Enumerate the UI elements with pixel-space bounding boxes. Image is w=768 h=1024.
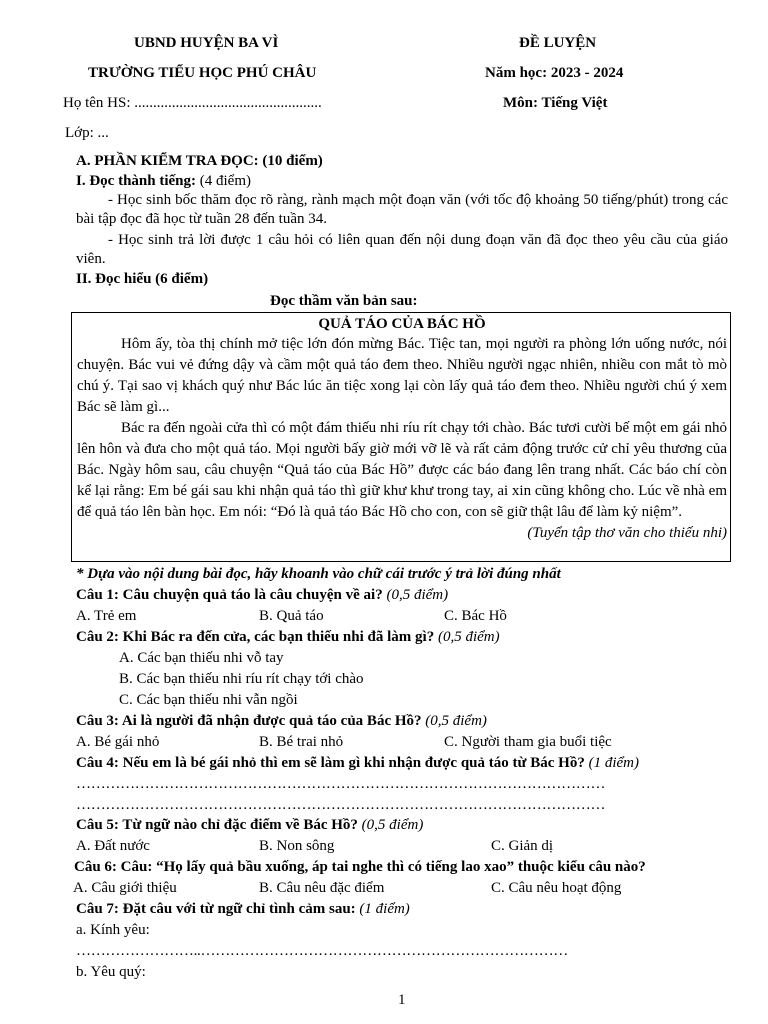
section-a-colon: : (10 điểm): [253, 153, 323, 169]
question-7-score: (1 điểm): [355, 901, 410, 917]
question-5: [76, 816, 423, 834]
part1-item2-text: - Học sinh trả lời được 1 câu hỏi có liên quan đến nội dung đoạn văn đã đọc theo yêu cầu của giáo viên.: [76, 232, 728, 267]
q7-part-a-label: a. Kính yêu:: [76, 922, 150, 938]
q3-option-b[interactable]: B. Bé trai nhỏ: [259, 734, 344, 750]
exam-title: ĐỀ LUYỆN: [519, 35, 597, 51]
q1-option-b[interactable]: B. Quả táo: [259, 608, 324, 624]
subject: Môn: Tiếng Việt: [503, 95, 608, 111]
question-4-text: Câu 4: Nếu em là bé gái nhỏ thì em sẽ làm gì khi nhận được quả táo từ Bác Hồ?: [76, 755, 585, 771]
q1-option-a[interactable]: A. Trẻ em: [76, 608, 137, 624]
q2-option-b[interactable]: B. Các bạn thiếu nhi ríu rít chạy tới chào: [119, 671, 364, 687]
district-name: UBND HUYỆN BA VÌ: [134, 35, 279, 51]
question-5-score: (0,5 điểm): [357, 817, 424, 833]
question-6-text: Câu 6: Câu: “Họ lấy quả bầu xuống, áp tai nghe thì có tiếng lao xao” thuộc kiểu câu nào?: [74, 859, 646, 875]
question-3-text: Câu 3: Ai là người đã nhận được quả táo của Bác Hồ?: [76, 713, 422, 729]
q6-option-c[interactable]: C. Câu nêu hoạt động: [491, 880, 622, 896]
question-1-score: (0,5 điểm): [382, 587, 449, 603]
school-name: TRƯỜNG TIỂU HỌC PHÚ CHÂU: [88, 65, 317, 81]
q5-option-b[interactable]: B. Non sông: [259, 838, 335, 854]
section-a-heading: A. PHẦN KIỂM TRA ĐỌC: [76, 153, 254, 169]
passage-paragraph-2: [72, 418, 730, 523]
q1-option-c[interactable]: C. Bác Hồ: [444, 608, 507, 624]
q5-option-c[interactable]: C. Giản dị: [491, 838, 554, 854]
page-number: 1: [398, 992, 406, 1008]
q2-option-c[interactable]: C. Các bạn thiếu nhi vẫn ngồi: [119, 692, 298, 708]
part1-score: (4 điểm): [196, 173, 251, 189]
student-name-field: Họ tên HS: ..................................................: [63, 95, 322, 111]
part1-item1-text: - Học sinh bốc thăm đọc rõ ràng, rành mạch một đoạn văn (với tốc độ khoảng 50 tiếng/phút) trong các bài tập đọc đã học từ tuần 28 đến tuần 34.: [76, 192, 728, 227]
passage-paragraph-1-text: Hôm ấy, tòa thị chính mở tiệc lớn đón mừng Bác. Tiệc tan, mọi người ra phòng lớn uống nước, nói chuyện. Bác vui vẻ đứng dậy và cầm một quả táo đem theo. Nhiều người ngạc nhiên, nhiều con mắt tò mò chú ý. Tại sao vị khách quý như Bác lúc ăn tiệc xong lại còn lấy quả táo đem theo. Nhiều người chú ý xem Bác sẽ làm gì...: [77, 336, 727, 415]
question-2-text: Câu 2: Khi Bác ra đến cửa, các bạn thiếu nhi đã làm gì?: [76, 629, 435, 645]
question-7: [76, 900, 410, 918]
question-7-text: Câu 7: Đặt câu với từ ngữ chỉ tình cảm sau:: [76, 901, 356, 917]
question-5-text: Câu 5: Từ ngữ nào chỉ đặc điểm về Bác Hồ?: [76, 817, 358, 833]
question-4: [76, 754, 639, 772]
school-year: Năm học: 2023 - 2024: [485, 65, 624, 81]
section-a-title: [76, 152, 323, 170]
passage-paragraph-2-text: Bác ra đến ngoài cửa thì có một đám thiếu nhi ríu rít chạy tới chào. Bác tươi cười bế một em gái nhỏ lên hôn và đưa cho một quả táo. Mọi người bấy giờ mới vỡ lẽ và rất cảm động trước cử chỉ yêu thương của Bác. Ngày hôm sau, câu chuyện “Quả táo của Bác Hồ” được các báo đang lên trang nhất. Các báo chí còn kể lại rằng: Em bé gái sau khi nhận quả táo thì giữ khư khư trong tay, ai xin cũng không cho. Lúc về nhà em để quả táo lên bàn học. Em nói: “Đó là quả táo Bác Hồ cho con, con sẽ giữ thật lâu để làm kỷ niệm”.: [77, 420, 727, 520]
passage-title: QUẢ TÁO CỦA BÁC HỒ: [318, 316, 486, 332]
answer-instruction: * Dựa vào nội dung bài đọc, hãy khoanh vào chữ cái trước ý trả lời đúng nhất: [76, 566, 561, 582]
part1-title: [76, 172, 251, 190]
q5-option-a[interactable]: A. Đất nước: [76, 838, 150, 854]
question-1: [76, 586, 448, 604]
passage-paragraph-1: [72, 334, 730, 418]
part1-item2: [76, 231, 728, 269]
q7-part-b-label: b. Yêu quý:: [76, 964, 146, 980]
question-4-score: (1 điểm): [584, 755, 640, 771]
question-2: [76, 628, 500, 646]
part1-heading: I. Đọc thành tiếng:: [76, 173, 197, 189]
class-field: Lớp: ...: [65, 125, 109, 141]
question-1-text: Câu 1: Câu chuyện quả táo là câu chuyện về ai?: [76, 587, 383, 603]
q4-answer-line-2[interactable]: ………………………………………………………………………………………………: [76, 797, 606, 813]
question-3: [76, 712, 487, 730]
reading-passage-box: [71, 312, 731, 562]
reading-instruction: Đọc thầm văn bản sau:: [270, 293, 418, 309]
q3-option-c[interactable]: C. Người tham gia buổi tiệc: [444, 734, 612, 750]
q6-option-a[interactable]: A. Câu giới thiệu: [73, 880, 177, 896]
q6-option-b[interactable]: B. Câu nêu đặc điểm: [259, 880, 385, 896]
part2-title: II. Đọc hiểu (6 điểm): [76, 271, 209, 287]
passage-source: (Tuyển tập thơ văn cho thiếu nhi): [527, 525, 727, 541]
q2-option-a[interactable]: A. Các bạn thiếu nhi vỗ tay: [119, 650, 284, 666]
q3-option-a[interactable]: A. Bé gái nhỏ: [76, 734, 160, 750]
q4-answer-line-1[interactable]: ………………………………………………………………………………………………: [76, 776, 606, 792]
question-2-score: (0,5 điểm): [434, 629, 500, 645]
part1-item1: [76, 191, 728, 229]
question-3-score: (0,5 điểm): [421, 713, 487, 729]
q7-part-a-answer-line[interactable]: ……………………..…………………………………………………………………: [76, 943, 569, 959]
